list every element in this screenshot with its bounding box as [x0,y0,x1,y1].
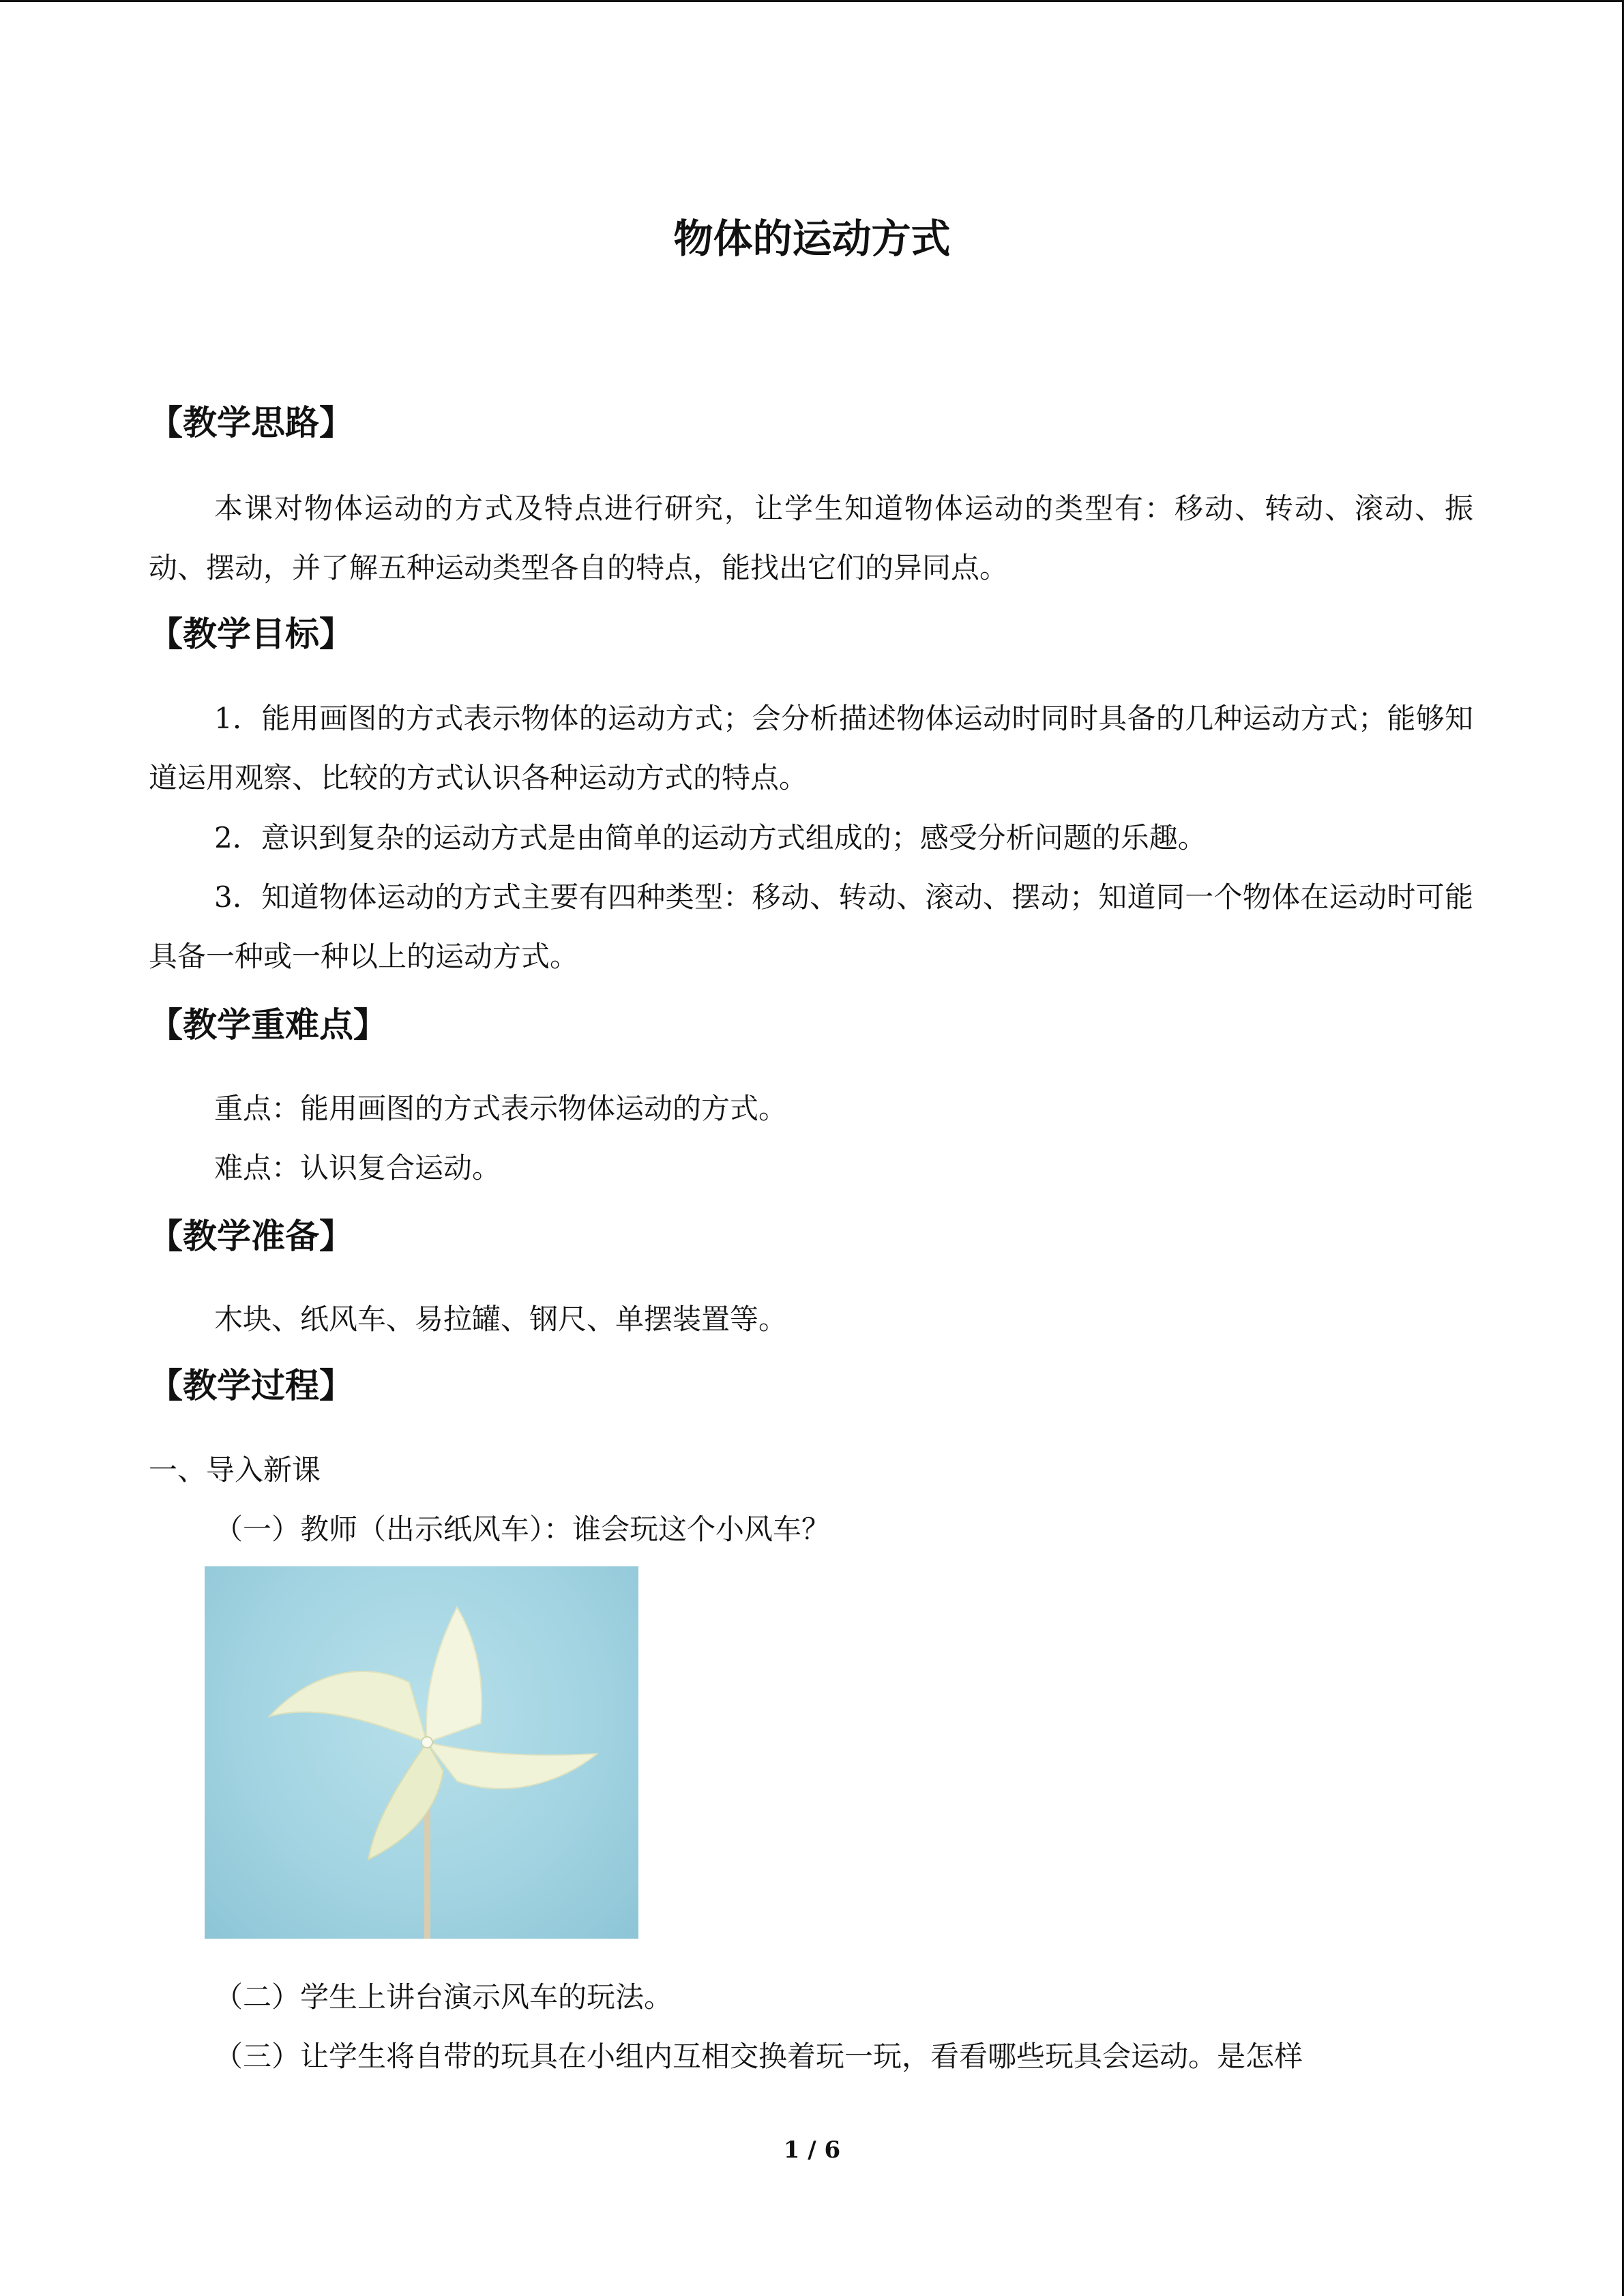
pinwheel-photo [205,1566,638,1939]
goal-item-3: 3．知道物体运动的方式主要有四种类型：移动、转动、滚动、摆动；知道同一个物体在运动时可能具备一种或一种以上的运动方式。 [149,880,1473,973]
heading-teaching-idea: 【教学思路】 [149,403,353,443]
difficulty-point: 难点：认识复合运动。 [214,1151,501,1184]
heading-preparation: 【教学准备】 [149,1217,353,1256]
heading-teaching-goals: 【教学目标】 [149,614,353,654]
pinwheel-blade-top [426,1607,482,1742]
heading-process: 【教学过程】 [149,1366,353,1405]
goal-item-2: 2．意识到复杂的运动方式是由简单的运动方式组成的；感受分析问题的乐趣。 [214,821,1207,854]
pinwheel-blade-right [427,1742,597,1789]
key-point: 重点：能用画图的方式表示物体运动的方式。 [214,1092,788,1125]
process-step-1: 一、导入新课 [149,1453,321,1487]
process-sub-1: （一）教师（出示纸风车）：谁会玩这个小风车？ [214,1512,831,1546]
pinwheel-pin [422,1737,432,1748]
process-sub-2: （二）学生上讲台演示风车的玩法。 [214,1980,673,2014]
pinwheel-illustration [205,1566,638,1939]
page-border-top [0,0,1624,2]
page-number: 1 / 6 [783,2136,841,2164]
preparation-text: 木块、纸风车、易拉罐、钢尺、单摆装置等。 [214,1302,788,1336]
pinwheel-blade-left [269,1671,427,1742]
paragraph-teaching-idea: 本课对物体运动的方式及特点进行研究，让学生知道物体运动的类型有：移动、转动、滚动、振动、摆动，并了解五种运动类型各自的特点，能找出它们的异同点。 [149,492,1473,584]
process-sub-3: （三）让学生将自带的玩具在小组内互相交换着玩一玩，看看哪些玩具会运动。是怎样 [214,2040,1303,2073]
heading-key-points: 【教学重难点】 [149,1005,387,1045]
document-title: 物体的运动方式 [673,215,951,262]
pinwheel-blade-bottom [368,1742,443,1860]
goal-item-1: 1．能用画图的方式表示物体的运动方式；会分析描述物体运动时同时具备的几种运动方式；能够知道运用观察、比较的方式认识各种运动方式的特点。 [149,702,1473,794]
